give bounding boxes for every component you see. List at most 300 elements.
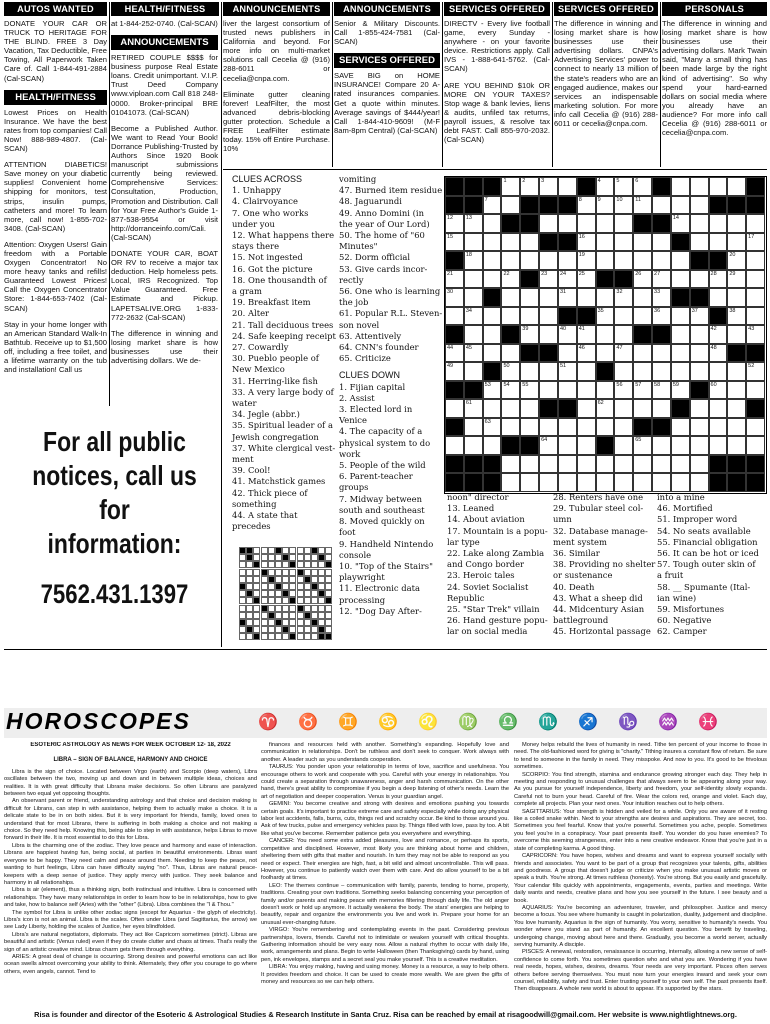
grid-cell[interactable]: [558, 251, 577, 270]
grid-cell[interactable]: 53: [483, 381, 502, 400]
solution-cell: [261, 554, 268, 561]
grid-cell[interactable]: [520, 251, 539, 270]
clue-line: 44. A state that precedes: [232, 510, 298, 532]
grid-cell[interactable]: 37: [690, 307, 709, 326]
clue-line: 13. Leaned: [447, 503, 495, 514]
solution-cell: [239, 590, 246, 597]
grid-cell[interactable]: [633, 473, 652, 492]
clue-line: 5. People of the wild: [339, 460, 426, 471]
grid-cell[interactable]: [596, 418, 615, 437]
grid-cell[interactable]: 14: [671, 214, 690, 233]
grid-cell[interactable]: 16: [577, 233, 596, 252]
grid-cell[interactable]: 35: [596, 307, 615, 326]
clue-line: 47. Burned item residue: [339, 185, 443, 196]
solution-cell: [304, 626, 311, 633]
grid-block: [709, 473, 728, 492]
grid-cell[interactable]: 56: [614, 381, 633, 400]
leo-icon: ♌: [418, 714, 438, 731]
grid-cell[interactable]: 10: [614, 196, 633, 215]
clue-line: 16. Got the picture: [232, 263, 313, 274]
grid-cell[interactable]: [464, 418, 483, 437]
grid-cell[interactable]: 24: [558, 270, 577, 289]
solution-cell: [325, 583, 332, 590]
grid-cell[interactable]: [539, 214, 558, 233]
grid-cell[interactable]: 40: [558, 325, 577, 344]
grid-cell[interactable]: [520, 307, 539, 326]
grid-block: [727, 344, 746, 363]
grid-cell[interactable]: 45: [464, 344, 483, 363]
grid-cell[interactable]: [520, 233, 539, 252]
clue-line: 7. One who works: [232, 207, 309, 218]
solution-cell: [297, 583, 304, 590]
grid-cell[interactable]: [445, 399, 464, 418]
grid-cell[interactable]: [464, 288, 483, 307]
grid-cell[interactable]: [520, 399, 539, 418]
grid-cell[interactable]: [539, 251, 558, 270]
grid-cell[interactable]: [539, 473, 558, 492]
grid-cell[interactable]: [709, 233, 728, 252]
grid-cell[interactable]: [633, 288, 652, 307]
clues-down-title: CLUES DOWN: [339, 370, 401, 381]
grid-cell[interactable]: [727, 288, 746, 307]
grid-cell[interactable]: [577, 399, 596, 418]
grid-cell[interactable]: [652, 362, 671, 381]
grid-cell[interactable]: [614, 307, 633, 326]
grid-block: [483, 288, 502, 307]
grid-cell[interactable]: [652, 196, 671, 215]
clue-line: 26. Hand gesture popu-: [447, 615, 548, 626]
grid-cell[interactable]: [709, 288, 728, 307]
solution-cell: [268, 597, 275, 604]
grid-cell[interactable]: 42: [709, 325, 728, 344]
grid-cell[interactable]: [746, 307, 765, 326]
clue-line: the job: [339, 297, 369, 308]
grid-cell[interactable]: [520, 418, 539, 437]
grid-cell[interactable]: 57: [633, 381, 652, 400]
grid-cell[interactable]: [558, 418, 577, 437]
grid-cell[interactable]: [501, 344, 520, 363]
grid-cell[interactable]: [690, 270, 709, 289]
grid-cell[interactable]: [483, 307, 502, 326]
grid-cell[interactable]: [539, 362, 558, 381]
grid-cell[interactable]: 60: [709, 381, 728, 400]
grid-cell[interactable]: [746, 436, 765, 455]
grid-cell[interactable]: [577, 362, 596, 381]
grid-block: [614, 270, 633, 289]
grid-cell[interactable]: [690, 473, 709, 492]
grid-cell[interactable]: [671, 344, 690, 363]
solution-cell: [268, 590, 275, 597]
grid-cell[interactable]: [483, 214, 502, 233]
grid-cell[interactable]: [652, 233, 671, 252]
clue-line: 34. Jegle (abbr.): [232, 409, 300, 420]
grid-cell[interactable]: [483, 233, 502, 252]
grid-cell[interactable]: [652, 344, 671, 363]
grid-cell[interactable]: 30: [445, 288, 464, 307]
grid-cell[interactable]: 15: [445, 233, 464, 252]
grid-cell[interactable]: [690, 233, 709, 252]
grid-cell[interactable]: [577, 473, 596, 492]
grid-cell[interactable]: [652, 399, 671, 418]
clue-line: 41. Matchstick games: [232, 476, 326, 487]
grid-cell[interactable]: [483, 270, 502, 289]
grid-cell[interactable]: [539, 381, 558, 400]
grid-block: [671, 233, 690, 252]
grid-cell[interactable]: 29: [727, 270, 746, 289]
grid-cell[interactable]: [727, 381, 746, 400]
grid-cell[interactable]: [520, 362, 539, 381]
grid-cell[interactable]: [596, 233, 615, 252]
cancer-icon: ♋: [378, 714, 398, 731]
grid-cell[interactable]: [596, 288, 615, 307]
grid-cell[interactable]: [727, 177, 746, 196]
grid-cell[interactable]: [690, 399, 709, 418]
grid-cell[interactable]: 58: [652, 381, 671, 400]
grid-cell[interactable]: [614, 362, 633, 381]
grid-cell[interactable]: 21: [445, 270, 464, 289]
grid-cell[interactable]: [671, 325, 690, 344]
grid-cell[interactable]: [596, 381, 615, 400]
grid-cell[interactable]: [558, 381, 577, 400]
grid-cell[interactable]: [539, 325, 558, 344]
public-notice: [4, 425, 225, 610]
grid-cell[interactable]: [596, 344, 615, 363]
grid-cell[interactable]: [633, 251, 652, 270]
grid-cell[interactable]: [633, 455, 652, 474]
grid-cell[interactable]: 62: [596, 399, 615, 418]
grid-cell[interactable]: 48: [709, 344, 728, 363]
grid-cell[interactable]: [690, 344, 709, 363]
solution-cell: [239, 612, 246, 619]
grid-cell[interactable]: [501, 307, 520, 326]
grid-cell[interactable]: [671, 362, 690, 381]
grid-cell[interactable]: 26: [633, 270, 652, 289]
grid-cell[interactable]: [690, 455, 709, 474]
grid-cell[interactable]: [727, 399, 746, 418]
grid-cell[interactable]: [671, 473, 690, 492]
grid-cell[interactable]: [709, 418, 728, 437]
grid-cell[interactable]: [709, 214, 728, 233]
grid-cell[interactable]: [577, 214, 596, 233]
grid-cell[interactable]: 25: [577, 270, 596, 289]
solution-cell: [325, 561, 332, 568]
grid-cell[interactable]: 8: [577, 196, 596, 215]
grid-cell[interactable]: [558, 214, 577, 233]
grid-cell[interactable]: [633, 362, 652, 381]
clues-across-title: CLUES ACROSS: [232, 174, 303, 184]
grid-cell[interactable]: [539, 455, 558, 474]
solution-cell: [325, 605, 332, 612]
grid-cell[interactable]: [614, 436, 633, 455]
grid-cell[interactable]: 33: [652, 288, 671, 307]
grid-cell[interactable]: [501, 399, 520, 418]
grid-cell[interactable]: [445, 436, 464, 455]
grid-cell[interactable]: 51: [558, 362, 577, 381]
grid-cell[interactable]: [690, 177, 709, 196]
grid-cell[interactable]: [596, 473, 615, 492]
grid-cell[interactable]: [671, 177, 690, 196]
solution-cell: [289, 547, 296, 554]
grid-cell[interactable]: 22: [501, 270, 520, 289]
sagittarius-icon: ♐: [578, 714, 598, 731]
solution-cell: [261, 569, 268, 576]
grid-cell[interactable]: [483, 251, 502, 270]
grid-block: [633, 325, 652, 344]
notice-phone: 7562.431.1397: [40, 579, 189, 609]
grid-cell[interactable]: 43: [746, 325, 765, 344]
solution-cell: [311, 583, 318, 590]
grid-cell[interactable]: [558, 473, 577, 492]
grid-cell[interactable]: 2: [520, 177, 539, 196]
grid-cell[interactable]: 31: [558, 288, 577, 307]
grid-block: [445, 325, 464, 344]
aries-icon: ♈: [258, 714, 278, 731]
grid-cell[interactable]: 4: [596, 177, 615, 196]
grid-block: [577, 177, 596, 196]
grid-cell[interactable]: [501, 473, 520, 492]
header-services-offered-1: SERVICES OFFERED: [444, 2, 550, 16]
grid-cell[interactable]: 52: [746, 362, 765, 381]
grid-cell[interactable]: [539, 418, 558, 437]
solution-cell: [268, 605, 275, 612]
grid-cell[interactable]: [709, 362, 728, 381]
grid-cell[interactable]: [727, 436, 746, 455]
grid-cell[interactable]: [577, 418, 596, 437]
grid-cell[interactable]: 49: [445, 362, 464, 381]
grid-cell[interactable]: [690, 325, 709, 344]
grid-cell[interactable]: [671, 307, 690, 326]
grid-cell[interactable]: 59: [671, 381, 690, 400]
grid-cell[interactable]: [690, 362, 709, 381]
grid-cell[interactable]: 41: [577, 325, 596, 344]
grid-cell[interactable]: [558, 455, 577, 474]
grid-cell[interactable]: [445, 307, 464, 326]
grid-cell[interactable]: 19: [577, 251, 596, 270]
grid-cell[interactable]: [746, 251, 765, 270]
notice-line-2: notices, call us for: [32, 460, 197, 525]
grid-cell[interactable]: 63: [483, 418, 502, 437]
solution-cell: [261, 619, 268, 626]
grid-cell[interactable]: [520, 473, 539, 492]
grid-block: [445, 177, 464, 196]
grid-cell[interactable]: [690, 436, 709, 455]
clue-line: groups: [339, 482, 369, 493]
aquarius-icon: ♒: [658, 714, 678, 731]
grid-cell[interactable]: 13: [464, 214, 483, 233]
grid-cell[interactable]: 44: [445, 344, 464, 363]
grid-cell[interactable]: 9: [596, 196, 615, 215]
grid-cell[interactable]: [614, 214, 633, 233]
solution-cell: [275, 619, 282, 626]
grid-cell[interactable]: 23: [539, 270, 558, 289]
grid-cell[interactable]: [727, 362, 746, 381]
grid-cell[interactable]: [671, 455, 690, 474]
solution-cell: [246, 612, 253, 619]
solution-cell: [304, 576, 311, 583]
header-health-fitness: HEALTH/FITNESS: [111, 2, 219, 16]
grid-cell[interactable]: [614, 418, 633, 437]
grid-cell[interactable]: [709, 436, 728, 455]
grid-cell[interactable]: [652, 455, 671, 474]
solution-cell: [318, 619, 325, 626]
solution-cell: [246, 554, 253, 561]
grid-cell[interactable]: [671, 418, 690, 437]
grid-cell[interactable]: [577, 381, 596, 400]
horoscope-heading: ESOTERIC ASTROLOGY AS NEWS FOR WEEK OCTOBER 12- 18, 2022: [30, 742, 231, 748]
clue-line: vomiting: [339, 174, 377, 184]
clue-line: 49. Anno Domini (in: [339, 207, 424, 218]
grid-cell[interactable]: 3: [539, 177, 558, 196]
grid-cell[interactable]: [558, 436, 577, 455]
clue-line: ment system: [553, 536, 607, 547]
grid-cell[interactable]: [614, 473, 633, 492]
grid-cell[interactable]: [464, 436, 483, 455]
grid-cell[interactable]: [690, 418, 709, 437]
crossword-grid[interactable]: [444, 176, 767, 494]
solution-cell: [246, 605, 253, 612]
grid-cell[interactable]: [539, 307, 558, 326]
grid-cell[interactable]: 61: [464, 399, 483, 418]
grid-cell[interactable]: 54: [501, 381, 520, 400]
solution-cell: [253, 547, 260, 554]
solution-cell: [304, 583, 311, 590]
grid-cell[interactable]: [539, 288, 558, 307]
grid-cell[interactable]: [746, 214, 765, 233]
grid-cell[interactable]: 47: [614, 344, 633, 363]
grid-cell[interactable]: [690, 196, 709, 215]
grid-cell[interactable]: [577, 436, 596, 455]
grid-cell[interactable]: [501, 418, 520, 437]
grid-cell[interactable]: 12: [445, 214, 464, 233]
grid-cell[interactable]: [501, 288, 520, 307]
grid-cell[interactable]: [464, 362, 483, 381]
grid-cell[interactable]: [633, 344, 652, 363]
solution-cell: [325, 626, 332, 633]
ad-health-insurance: Lowest Prices on Health Insurance. We have the best rates from top companies! Call Now! 888-989-4807. (Cal-SCAN): [4, 107, 107, 154]
clue-line: son novel: [339, 319, 380, 330]
grid-cell[interactable]: [746, 270, 765, 289]
clue-line: the year of Our Lord): [339, 218, 430, 229]
grid-cell[interactable]: 6: [633, 177, 652, 196]
grid-cell[interactable]: [671, 251, 690, 270]
grid-cell[interactable]: [690, 214, 709, 233]
grid-cell[interactable]: [652, 251, 671, 270]
grid-cell[interactable]: [633, 307, 652, 326]
grid-cell[interactable]: [652, 436, 671, 455]
grid-cell[interactable]: [464, 325, 483, 344]
clue-line: 20. Alter: [232, 308, 270, 319]
grid-cell[interactable]: [709, 399, 728, 418]
grid-cell[interactable]: [483, 344, 502, 363]
grid-cell[interactable]: [501, 251, 520, 270]
grid-cell[interactable]: [464, 270, 483, 289]
clue-line: ment: [232, 454, 254, 465]
grid-cell[interactable]: [483, 325, 502, 344]
grid-cell[interactable]: 17: [746, 233, 765, 252]
grid-cell[interactable]: [558, 177, 577, 196]
grid-cell[interactable]: [596, 325, 615, 344]
grid-cell[interactable]: [614, 455, 633, 474]
grid-cell[interactable]: 7: [483, 196, 502, 215]
grid-cell[interactable]: 46: [577, 344, 596, 363]
grid-cell[interactable]: [483, 436, 502, 455]
grid-cell[interactable]: 64: [539, 436, 558, 455]
solution-cell: [325, 619, 332, 626]
solution-cell: [289, 583, 296, 590]
grid-cell[interactable]: [596, 214, 615, 233]
clue-line: 45. Horizontal passage: [553, 626, 651, 637]
grid-cell[interactable]: [501, 233, 520, 252]
grid-cell[interactable]: 18: [464, 251, 483, 270]
grid-cell[interactable]: 34: [464, 307, 483, 326]
grid-cell[interactable]: [614, 399, 633, 418]
grid-cell[interactable]: [596, 455, 615, 474]
clue-line: console: [339, 549, 372, 560]
grid-cell[interactable]: [746, 288, 765, 307]
grid-cell[interactable]: 5: [614, 177, 633, 196]
grid-cell[interactable]: [614, 251, 633, 270]
grid-cell[interactable]: 55: [520, 381, 539, 400]
grid-cell[interactable]: [520, 288, 539, 307]
grid-cell[interactable]: [727, 325, 746, 344]
grid-cell[interactable]: 38: [727, 307, 746, 326]
grid-cell[interactable]: [577, 455, 596, 474]
solution-cell: [325, 612, 332, 619]
notice-line-3: information:: [47, 528, 182, 559]
solution-cell: [246, 576, 253, 583]
grid-cell[interactable]: [520, 455, 539, 474]
grid-cell[interactable]: 36: [652, 307, 671, 326]
grid-cell[interactable]: [501, 455, 520, 474]
grid-cell[interactable]: 11: [633, 196, 652, 215]
clue-line: 29. Tubular steel col-: [553, 503, 644, 514]
grid-cell[interactable]: 50: [501, 362, 520, 381]
grid-cell[interactable]: [727, 418, 746, 437]
grid-cell[interactable]: [633, 399, 652, 418]
grid-cell[interactable]: [577, 288, 596, 307]
grid-cell[interactable]: [614, 233, 633, 252]
grid-cell[interactable]: [652, 473, 671, 492]
grid-cell[interactable]: 20: [727, 251, 746, 270]
grid-cell[interactable]: 1: [501, 177, 520, 196]
grid-cell[interactable]: [671, 196, 690, 215]
grid-cell[interactable]: 28: [709, 270, 728, 289]
grid-cell[interactable]: [671, 270, 690, 289]
clue-line: 57. Tough outer skin of: [657, 559, 756, 570]
clue-line: battleground: [553, 615, 609, 626]
grid-cell[interactable]: [727, 233, 746, 252]
solution-cell: [297, 633, 304, 640]
grid-cell[interactable]: [671, 436, 690, 455]
grid-cell[interactable]: [501, 196, 520, 215]
solution-cell: [275, 626, 282, 633]
grid-block: [709, 196, 728, 215]
grid-cell[interactable]: [558, 344, 577, 363]
grid-cell[interactable]: [727, 214, 746, 233]
grid-cell[interactable]: [483, 399, 502, 418]
grid-cell[interactable]: 65: [633, 436, 652, 455]
grid-cell[interactable]: [633, 233, 652, 252]
grid-cell[interactable]: [746, 418, 765, 437]
grid-cell[interactable]: 32: [614, 288, 633, 307]
grid-cell[interactable]: [709, 177, 728, 196]
grid-cell[interactable]: 27: [652, 270, 671, 289]
grid-cell[interactable]: [464, 233, 483, 252]
grid-cell[interactable]: [746, 381, 765, 400]
grid-cell[interactable]: 39: [520, 325, 539, 344]
grid-cell[interactable]: [614, 325, 633, 344]
grid-cell[interactable]: [596, 251, 615, 270]
